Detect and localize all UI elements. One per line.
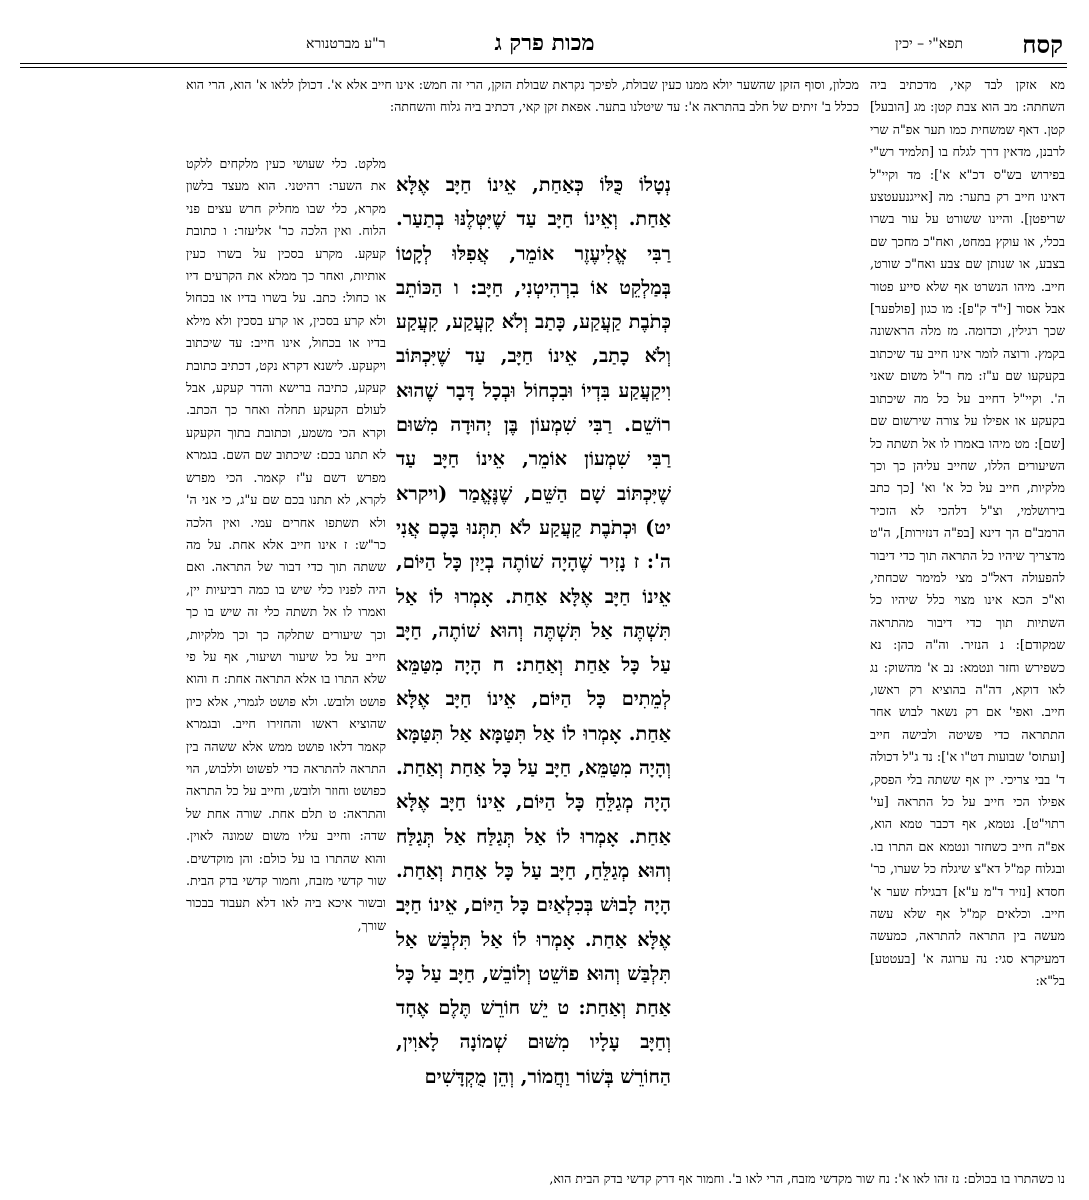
page-header	[0, 0, 1089, 62]
bartenura-column: מלקט. כלי שעושי כעין מלקחים ללקט את השער: רהיטני. הוא מעצד בלשון מקרא, כלי שבו מחליק חרש עצים פני הלוח. ואין הלכה כר' אליעזר: ו כתובת קעקע. מקרע בסכין על בשרו כעין אותיות, ואחר כך ממלא את הקרעים דיו או כחול: כתב. על בשרו בדיו או בכחול ולא קרע בסכין, או קרע בסכין ולא מילא בדיו או בכחול, אינו חייב: עד שיכתוב ויקעקע. לישנא דקרא נקט, דכתיב כתובת קעקע, כתיבה ברישא והדר קעקע, אבל לעולם הקעקע תחלה ואחר כך הכתב. וקרא הכי משמע, וכתובת בתוך הקעקע לא תתנו בכם: שיכתוב שם השם. בגמרא מפרש דשם ע"ז קאמר. הכי מפרש לקרא, לא תתנו בכם שם ע"ג, כי אני ה' ולא תשתפו אחרים עמי. ואין הלכה כר"ש: ז אינו חייב אלא אחת. על מה ששתה תוך כדי דבור של התראה. ואם היה לפניו כלי שיש בו כמה רביעיות יין, ואמרו לו אל תשתה כלי זה שיש בו כך וכך שיעורים שתלקה כך וכך מלקיות, חייב על כל שיעור ושיעור, אף על פי שלא התרו בו אלא התראה אחת: ח והוא פושט ולובש. ולא פושט לגמרי, אלא כיון שהוציא ראשו והחזירו חייב. ובגמרא קאמר דלאו פושט ממש אלא ששהה בין התראה להתראה כדי לפשוט וללבוש, הוי כפושט וחוזר ולובש, וחייב על כל התראה והתראה: ט תלם אחת. שורה אחת של שדה: וחייב עליו משום שמונה לאוין. והוא שהתרו בו על כולם: והן מוקדשים. שור קדשי מזבח, וחמור קדשי בדק הבית. ובשור איכא ביה לאו דלא תעבוד בבכור שורך,	[186, 156, 386, 933]
footnote-line: נו כשהתרו בו בכולם: נז זהו לאו א': נח שור מקדשי מזבח, הרי לאו ב'. וחמור אף דרק קדשי בדק הבית הוא,	[549, 1171, 1065, 1186]
commentary-yachin-column: מא אזקן לבד קאי, מדכתיב ביה השחתה: מב הוא צבת קטן: מג [הובעל] קטן. דאף שמשחית כמו תער אפ"ה שרי לרבנן, מדאין דרך לגלח בו [תלמיד רש"י בפירוש בש"ס דכ"א א']: מד וקיי"ל דאינו חייב רק בתער: מה [אייגנעעטצע שריפטן]. והיינו ששורט על עור בשרו בכלי, או עוקץ במחט, ואח"כ מחכך שם בצבע, או שנותן שם צבע ואח"כ שורט, חייב. מיהו הנשרט אף שלא סייע פטור אבל אסור [י"ד ק"פ]: מו כגון [פולפער] שכך רגילין, וכדומה. מז מלה הראשונה בקמץ. ורוצה לומר אינו חייב עד שיכתוב בקעקעו שם ע"ז: מח ר"ל משום שאני ה'. וקיי"ל דחייב על כל מה שיכתוב בקעקע או אפילו על צורה שירשום שם [שם]: מט מיהו באמרו לו אל תשתה כל השיעורים הללו, שחייב עליהן כך וכך מלקיות, חייב על כל א' וא' [כך כתב בירושלמי, וצ"ל דלהכי לא הזכיר הרמב"ם הך דינא [בפ"ה דנזירות], ה"ט מדצריך שיהיו כל התראה תוך כדי דיבור להפעולה דאל"כ מצי למימר שכחתי, וא"כ הכא אינו מצוי כלל שיהיו כל השתיות תוך כדי דיבור מהתראה שמקודם]: נ הנזיר. וה"ה כהן: נא כשפירש וחזר ונטמא: נב א' מהשוק: נג לאו דוקא, דה"ה בהוציא רק ראשו, חייב. ואפי' אם רק נשאר לבוש אחר התתראה כדי פשיטה ולבישה חייב [ועתוס' שבועות דט"ו א']: נד ג"ל דכולה ד' בבי צריכי. יין אף ששתה בלי הפסק, אפילו הכי חייב על כל התראה [עי' רתוי"ט]. נטמא, אף דכבר טמא הוא, אפ"ה חייב כשחזר ונטמא אם התרו בו. ובגלוח קמ"ל דא"צ שיגלח כל שערו, כר' חסדא [נזיר ד"מ ע"א] דבגילח שער א' חייב. וכלאים קמ"ל אף שלא עשה מעשה בין התראה להתראה, כמעשה דמעיקרא סגי: נה ערוגה א' [בעטטע] בל"א:	[870, 77, 1065, 989]
page-title: מכות פרק ג	[494, 30, 595, 56]
mishnah-column: נְטָלוֹ כֻּלּוֹ כְּאַחַת, אֵינוֹ חַיָּב אֶלָּא אַחַת. וְאֵינוֹ חַיָּב עַד שֶׁיִּטְּלֶנּוּ בְתַעַר. רַבִּי אֱלִיעֶזֶר אוֹמֵר, אֲפִלּוּ לְקָטוֹ בְּמַלְקֵט אוֹ בִרְהִיטְנִי, חַיָּב: ו הַכּוֹתֵב כְּתֹבֶת קַעֲקַע, כָּתַב וְלֹא קִעֲקַע, קִעֲקַע וְלֹא כָתַב, אֵינוֹ חַיָּב, עַד שֶׁיִּכְתּוֹב וִיקַעֲקַע בִּדְיוֹ וּבִכְחוֹל וּבְכָל דָּבָר שֶׁהוּא רוֹשֵׁם. רַבִּי שִׁמְעוֹן בֶּן יְהוּדָה מִשּׁוּם רַבִּי שִׁמְעוֹן אוֹמֵר, אֵינוֹ חַיָּב עַד שֶׁיִּכְתּוֹב שָׁם הַשֵּׁם, שֶׁנֶּאֱמַר (ויקרא יט) וּכְתֹבֶת קַעֲקַע לֹא תִתְּנוּ בָּכֶם אֲנִי ה': ז נָזִיר שֶׁהָיָה שׁוֹתֶה בְיַיִן כָּל הַיּוֹם, אֵינוֹ חַיָּב אֶלָּא אַחַת. אָמְרוּ לוֹ אַל תִּשְׁתֶּה אַל תִּשְׁתֶּה וְהוּא שׁוֹתֶה, חַיָּב עַל כָּל אַחַת וְאַחַת: ח הָיָה מִטַּמֵּא לְמֵתִים כָּל הַיּוֹם, אֵינוֹ חַיָּב אֶלָּא אַחַת. אָמְרוּ לוֹ אַל תִּטַּמָּא אַל תִּטַּמָּא וְהָיָה מִטַּמֵּא, חַיָּב עַל כָּל אַחַת וְאַחַת. הָיָה מְגַלֵּחַ כָּל הַיּוֹם, אֵינוֹ חַיָּב אֶלָּא אַחַת. אָמְרוּ לוֹ אַל תְּגַלַּח אַל תְּגַלַּח וְהוּא מְגַלֵּחַ, חַיָּב עַל כָּל אַחַת וְאַחַת. הָיָה לָבוּשׁ בְּכִלְאַיִם כָּל הַיּוֹם, אֵינוֹ חַיָּב אֶלָּא אַחַת. אָמְרוּ לוֹ אַל תִּלְבַּשׁ אַל תִּלְבַּשׁ וְהוּא פוֹשֵׁט וְלוֹבֵשׁ, חַיָּב עַל כָּל אַחַת וְאַחַת: ט יֵשׁ חוֹרֵשׁ תֶּלֶם אֶחָד וְחַיָּב עָלָיו מִשּׁוּם שְׁמוֹנָה לָאוִין, הַחוֹרֵשׁ בְּשׁוֹר וַחֲמוֹר, וְהֵן מֻקְדָּשִׁים	[396, 173, 671, 1088]
header-rule-thin	[20, 67, 1067, 68]
source-note: תפא"י – יכין	[894, 36, 963, 52]
page-number: קסח	[1022, 30, 1063, 59]
commentary-note: ר"ע מברטנורא	[306, 36, 386, 52]
header-rule-thick	[20, 63, 1067, 64]
bartenura-top-block: מכלון, וסוף הזקן שהשער יולא ממנו כעין שבולת, לפיכך נקראת שבולת הזקן, הרי זה חמש: אינו חייב אלא א'. דכולן ללאו א' הוא, הרי הוא ככלל ב' זיתים של חלב בהתראה א': עד שיטלנו בתער. אפאת זקן קאי, דכתיב ביה גלוח והשחתה:	[186, 77, 859, 115]
